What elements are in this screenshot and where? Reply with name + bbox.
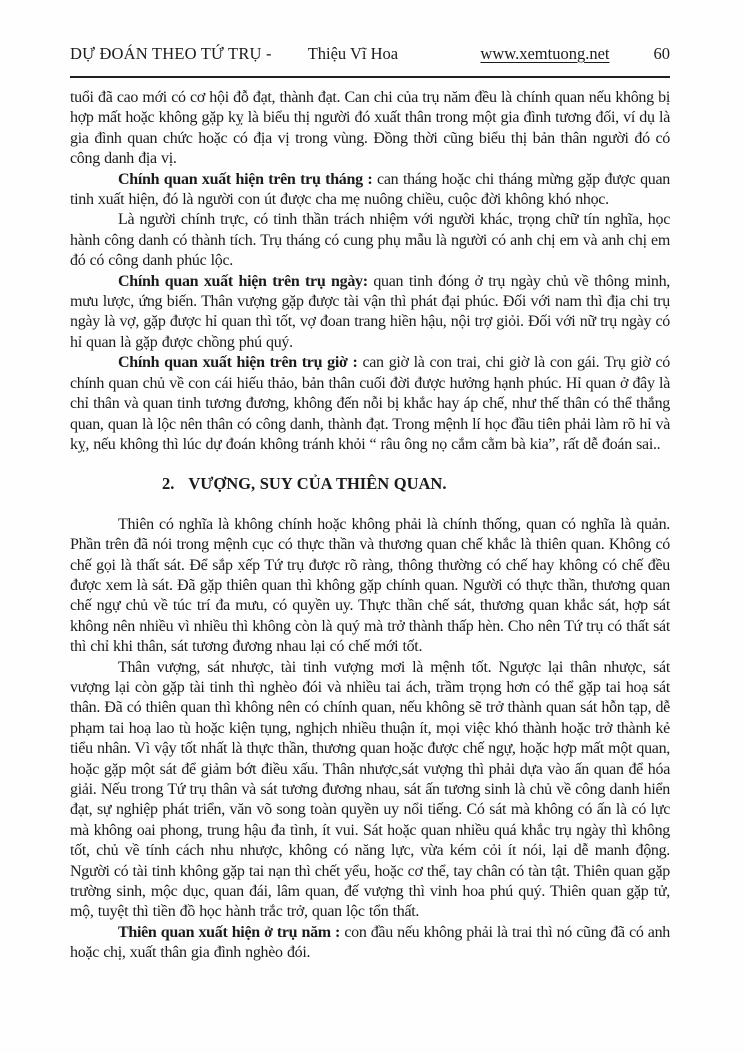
page-number: 60 xyxy=(653,44,670,63)
section-number: 2. xyxy=(162,474,175,494)
paragraph-text: quan tinh đóng ở trụ ngày chủ về thông minh, mưu lược, ứng biến. Thân vượng gặp được tài vận thì phát đại phúc. Đối với nam thì địa chi trụ ngày là vợ, gặp được hỉ quan thì tốt, vợ đoan trang hiền hậu, nội trợ giỏi. Đối với nữ trụ ngày có hỉ quan là gặp được chồng phú quý. xyxy=(70,272,670,351)
section-heading xyxy=(162,474,670,494)
paragraph-than-vuong-sat-nhuoc xyxy=(70,658,670,923)
paragraph-continuation xyxy=(70,88,670,170)
section-title: VƯỢNG, SUY CỦA THIÊN QUAN. xyxy=(188,474,447,494)
paragraph-chinh-quan-tru-thang xyxy=(70,170,670,211)
paragraph-text: tuổi đã cao mới có cơ hội đỗ đạt, thành đạt. Can chi của trụ năm đều là chính quan nếu không bị hợp mất hoặc không gặp kỵ là biểu thị người đó xuất thân trong một gia đình tương đối, ví dụ là gia đình quan chức hoặc có địa vị trong vùng. Đồng thời cũng biểu thị bản thân người đó có công danh địa vị. xyxy=(70,89,670,168)
paragraph-text: con đầu nếu không phải là trai thì nó cũng đã có anh hoặc chị, xuất thân gia đình nghèo đói. xyxy=(70,923,671,962)
paragraph-lead: Chính quan xuất hiện trên trụ tháng : xyxy=(118,170,378,188)
paragraph-text: can giờ là con trai, chi giờ là con gái. Trụ giờ có chính quan chủ về con cái hiếu thảo, bản thân cuối đời được hưởng hạnh phúc. Hỉ quan ở đây là chỉ thân và quan tinh tương đương, không đến nỗi bị khắc hay áp chế, như thế thân có thể thắng quan, quan là lộc nên thân có công danh, thành đạt. Trong mệnh lí học đầu tiên phải làm rõ hỉ và kỵ, nếu không thì lúc dự đoán không tránh khỏi “ râu ông nọ cắm cằm bà kia”, rất dễ đoán sai.. xyxy=(70,354,670,453)
paragraph-chinh-quan-tru-gio xyxy=(70,353,670,455)
paragraph-text: Là người chính trực, có tinh thần trách nhiệm với người khác, trọng chữ tín nghĩa, học hành công danh có thành tích. Trụ tháng có cung phụ mẫu là người có anh chị em và anh chị em đó có công danh phúc lộc. xyxy=(70,211,670,270)
paragraph-lead: Thiên quan xuất hiện ở trụ năm : xyxy=(118,923,345,941)
paragraph-lead: Chính quan xuất hiện trên trụ giờ : xyxy=(118,354,363,372)
paragraph-text: Thân vượng, sát nhược, tài tinh vượng mơi là mệnh tốt. Ngược lại thân nhược, sát vượng lại còn gặp tài tinh thì nghèo đói và nhiều tai ách, trầm trọng hơn có thể gặp tai hoạ sát thân. Đã có thiên quan thì không nên có chính quan, nếu không sẽ trở thành quan sát hỗn tạp, dễ phạm tai hoạ lao tù hoặc kiện tụng, nghịch nhiều thuận ít, mọi việc khó thành hoặc trở thành kẻ tiểu nhân. Vì vậy tốt nhất là thực thần, thương quan hoặc được chế ngự, hoặc hợp mất một quan, hoặc gặp một sát để giảm bớt điều xấu. Thân nhược,sát vượng thì phải dựa vào ấn quan để hóa giải. Nếu trong Tứ trụ thân và sát tương đương nhau, sát ấn tương sinh là chủ về công danh hiển đạt, sự nghiệp phát triển, văn võ song toàn quyền uy nổi tiếng. Có sát mà không có ấn là có lực mà không oai phong, trung hậu đa tình, ít vui. Sát hoặc quan nhiều quá khắc trụ ngày thì không tốt, chủ về tính cách nhu nhược, không có năng lực, vừa kém cỏi ít nói, lại dễ manh động. Người có tài tinh không gặp tai nạn thì chết yểu, hoặc cơ thể, tay chân có tàn tật. Thiên quan gặp trường sinh, mộc dục, quan đái, lâm quan, đế vượng thì vinh hoa phú quý. Thiên quan gặp tử, mộ, tuyệt thì tiền đồ học hành trắc trở, quan lộc tổn thất. xyxy=(70,658,670,921)
paragraph-lead: Chính quan xuất hiện trên trụ ngày: xyxy=(118,272,374,290)
header-divider xyxy=(70,76,670,78)
paragraph-text: can tháng hoặc chi tháng mừng gặp được quan tinh xuất hiện, đó là người con út được cha mẹ nuông chiều, cuộc đời không khó nhọc. xyxy=(70,170,670,209)
page-header xyxy=(70,44,670,64)
book-title: DỰ ĐOÁN THEO TỨ TRỤ - xyxy=(70,44,272,63)
paragraph-thien-quan-tru-nam xyxy=(70,923,670,964)
paragraph-thien-co-nghia xyxy=(70,515,670,658)
page-content xyxy=(70,88,670,964)
paragraph-text: Thiên có nghĩa là không chính hoặc không phải là chính thống, quan có nghĩa là quản. Phần trên đã nói trong mệnh cục có thực thần và thương quan chế khắc là thiên quan. Không có chế gọi là thất sát. Để sắp xếp Tứ trụ được rõ ràng, thông thường có chế hay không có chế đều được xem là sát. Đã gặp thiên quan thì không gặp chính quan. Người có thực thần, thương quan chế ngự chủ về túc trí đa mưu, có quyền uy. Thực thần chế sát, thương quan khắc sát, hợp sát không nên nhiều vì nhiều thì không còn là quý mà trở thành thấp hèn. Cho nên Tứ trụ có thất sát thì chỉ khi thân, sát tương đương nhau lại có chế mới tốt. xyxy=(70,515,670,656)
website-link[interactable]: www.xemtuong.net xyxy=(480,44,610,63)
paragraph-chinh-quan-tru-ngay xyxy=(70,272,670,354)
author-name: Thiệu Vĩ Hoa xyxy=(307,44,399,63)
paragraph-la-nguoi-chinh-truc xyxy=(70,210,670,271)
